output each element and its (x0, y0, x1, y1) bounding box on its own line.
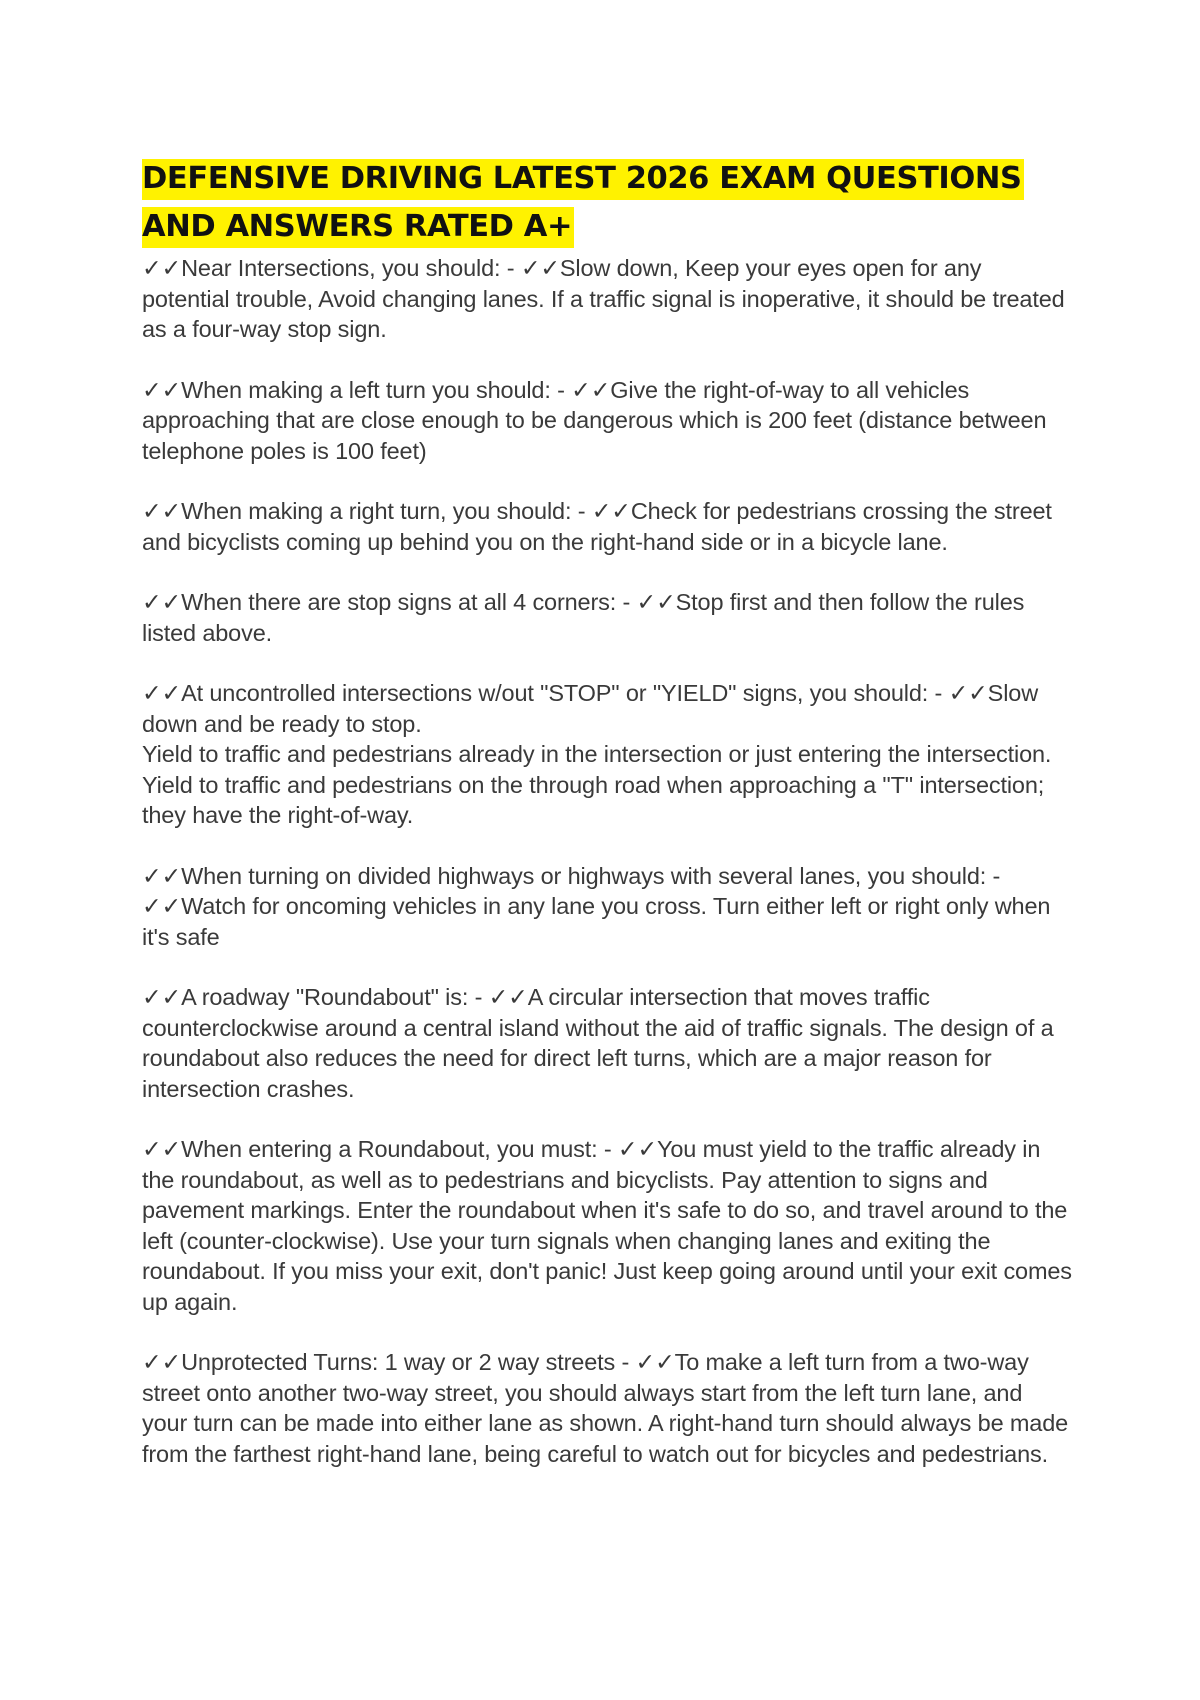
qa-text: ✓✓When making a left turn you should: - ✓✓Give the right-of-way to all vehicles approaching that are close enough to be dangerous which is 200 feet (distance between telephone poles is 100 feet) (142, 376, 1047, 464)
qa-text: ✓✓When making a right turn, you should: - ✓✓Check for pedestrians crossing the street and bicyclists coming up behind you on the right-hand side or in a bicycle lane. (142, 498, 1052, 555)
qa-text-continued: Yield to traffic and pedestrians on the through road when approaching a "T" intersection; they have the right-of-way. (142, 771, 1045, 828)
qa-text: ✓✓Unprotected Turns: 1 way or 2 way streets - ✓✓To make a left turn from a two-way street onto another two-way street, you should always start from the left turn lane, and your turn can be made into either lane as shown. A right-hand turn should always be made from the farthest right-hand lane, being careful to watch out for bicycles and pedestrians. (142, 1349, 1069, 1467)
qa-text-continued: Yield to traffic and pedestrians already in the intersection or just entering the intersection. (142, 741, 1052, 767)
qa-text: ✓✓At uncontrolled intersections w/out "STOP" or "YIELD" signs, you should: - ✓✓Slow down and be ready to stop. (142, 680, 1039, 737)
document-content (142, 155, 1072, 1499)
qa-entry-right-turn (142, 496, 1072, 557)
qa-entry-divided-highways (142, 861, 1072, 953)
qa-entry-unprotected-turns (142, 1347, 1072, 1469)
qa-entry-left-turn (142, 375, 1072, 467)
qa-text: ✓✓When entering a Roundabout, you must: - ✓✓You must yield to the traffic already in the roundabout, as well as to pedestrians and bicyclists. Pay attention to signs and pavement markings. Enter the roundabout when it's safe to do so, and travel around to the left (counter-clockwise). Use your turn signals when changing lanes and exiting the roundabout. If you miss your exit, don't panic! Just keep going around until your exit comes up again. (142, 1136, 1072, 1315)
qa-entry-four-way-stop (142, 587, 1072, 648)
qa-text: ✓✓A roadway "Roundabout" is: - ✓✓A circular intersection that moves traffic counterclockwise around a central island without the aid of traffic signals. The design of a roundabout also reduces the need for direct left turns, which are a major reason for intersection crashes. (142, 984, 1054, 1102)
qa-text: ✓✓Near Intersections, you should: - ✓✓Slow down, Keep your eyes open for any potential trouble, Avoid changing lanes. If a traffic signal is inoperative, it should be treated as a four-way stop sign. (142, 255, 1065, 342)
qa-entry-uncontrolled-intersections (142, 678, 1072, 831)
qa-entry-roundabout-definition (142, 982, 1072, 1104)
qa-text: ✓✓When turning on divided highways or highways with several lanes, you should: - ✓✓Watch for oncoming vehicles in any lane you cross. Turn either left or right only when it's safe (142, 862, 1051, 950)
qa-text: ✓✓When there are stop signs at all 4 corners: - ✓✓Stop first and then follow the rules listed above. (142, 589, 1025, 646)
qa-entry-near-intersections (142, 253, 1072, 345)
title-line-2: AND ANSWERS RATED A+ (142, 207, 574, 248)
document-title (142, 155, 1072, 251)
qa-entry-entering-roundabout (142, 1134, 1072, 1317)
title-line-1: DEFENSIVE DRIVING LATEST 2026 EXAM QUESTIONS (142, 159, 1024, 200)
